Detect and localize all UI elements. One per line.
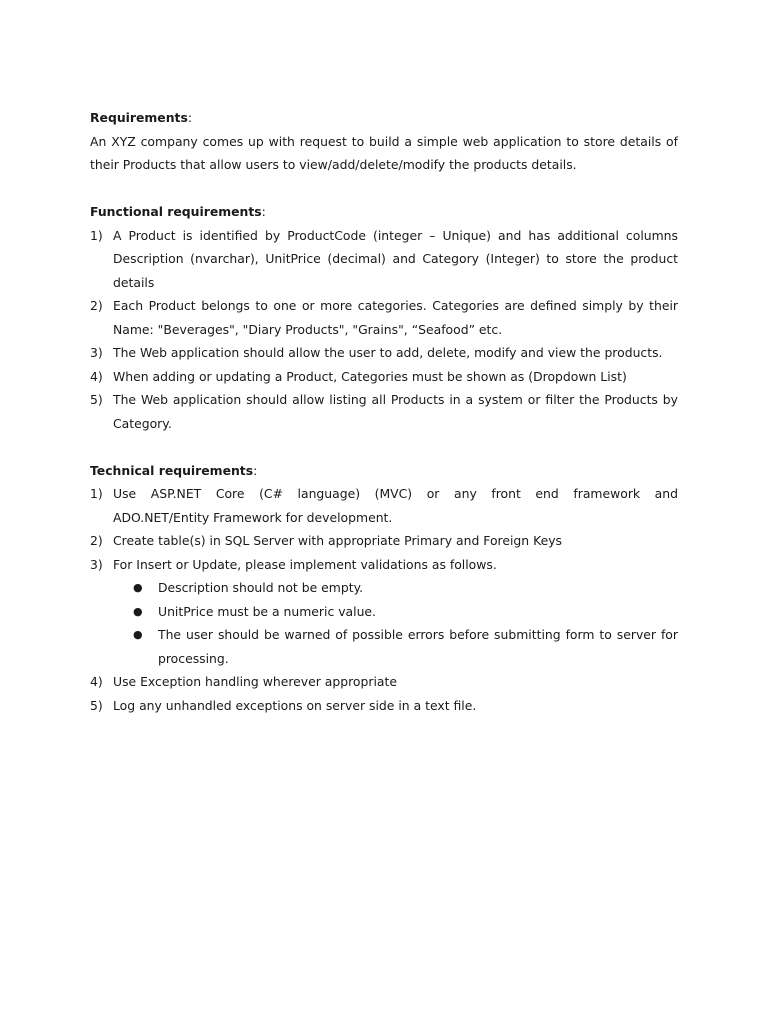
item-number: 4) (90, 368, 103, 384)
validation-bullet-1 (90, 576, 678, 600)
technical-item-1 (90, 482, 678, 529)
technical-item-3 (90, 553, 678, 577)
bullet-line: UnitPrice must be a numeric value. (158, 603, 376, 619)
item-line: details (113, 274, 155, 290)
technical-item-4 (90, 670, 678, 694)
item-number: 2) (90, 533, 103, 548)
item-line: The Web application should allow the user to add, delete, modify and view the products. (113, 345, 663, 360)
item-number: 2) (90, 298, 103, 313)
functional-requirements-heading: Functional requirements: (90, 204, 266, 219)
functional-item-4 (90, 365, 678, 389)
validation-bullet-2 (90, 600, 678, 624)
bullet-icon: ● (133, 604, 143, 618)
item-line: ADO.NET/Entity Framework for development. (113, 509, 393, 525)
bullet-line: Description should not be empty. (158, 580, 364, 595)
item-line: Use ASP.NET Core (C# language) (MVC) or any front end framework and (113, 486, 678, 501)
item-line: Create table(s) in SQL Server with appropriate Primary and Foreign Keys (113, 533, 562, 548)
item-number: 5) (90, 697, 103, 713)
item-number: 1) (90, 486, 103, 501)
technical-item-2 (90, 529, 678, 553)
item-line: The Web application should allow listing all Products in a system or filter the Products by (113, 392, 678, 407)
item-number: 5) (90, 392, 103, 407)
item-number: 1) (90, 227, 103, 243)
functional-item-1 (90, 224, 678, 295)
item-line: Log any unhandled exceptions on server side in a text file. (113, 697, 477, 713)
paragraph-line: An XYZ company comes up with request to build a simple web application to store details of (90, 133, 678, 149)
technical-item-5 (90, 694, 678, 718)
bullet-icon: ● (133, 581, 143, 594)
item-line: Each Product belongs to one or more categories. Categories are defined simply by their (113, 298, 678, 313)
item-line: When adding or updating a Product, Categories must be shown as (Dropdown List) (113, 368, 627, 384)
functional-item-2 (90, 294, 678, 341)
item-line: Category. (113, 415, 172, 431)
functional-item-3 (90, 341, 678, 365)
document-page (90, 106, 678, 717)
item-number: 3) (90, 345, 103, 360)
item-number: 3) (90, 556, 103, 572)
bullet-icon: ● (133, 628, 143, 641)
validation-bullet-3 (90, 623, 678, 670)
functional-item-5 (90, 388, 678, 435)
item-line: Use Exception handling wherever appropriate (113, 674, 397, 689)
requirements-paragraph (90, 130, 678, 177)
item-line: Description (nvarchar), UnitPrice (decimal) and Category (Integer) to store the product (113, 251, 678, 266)
item-number: 4) (90, 674, 103, 689)
bullet-line: The user should be warned of possible errors before submitting form to server for (158, 627, 678, 642)
requirements-heading: Requirements: (90, 110, 193, 125)
item-line: A Product is identified by ProductCode (integer – Unique) and has additional columns (113, 227, 678, 243)
technical-requirements-heading: Technical requirements: (90, 462, 258, 478)
paragraph-line: their Products that allow users to view/add/delete/modify the products details. (90, 157, 577, 172)
item-line: Name: "Beverages", "Diary Products", "Grains", “Seafood” etc. (113, 321, 503, 337)
item-line: For Insert or Update, please implement validations as follows. (113, 556, 497, 572)
bullet-line: processing. (158, 650, 229, 666)
